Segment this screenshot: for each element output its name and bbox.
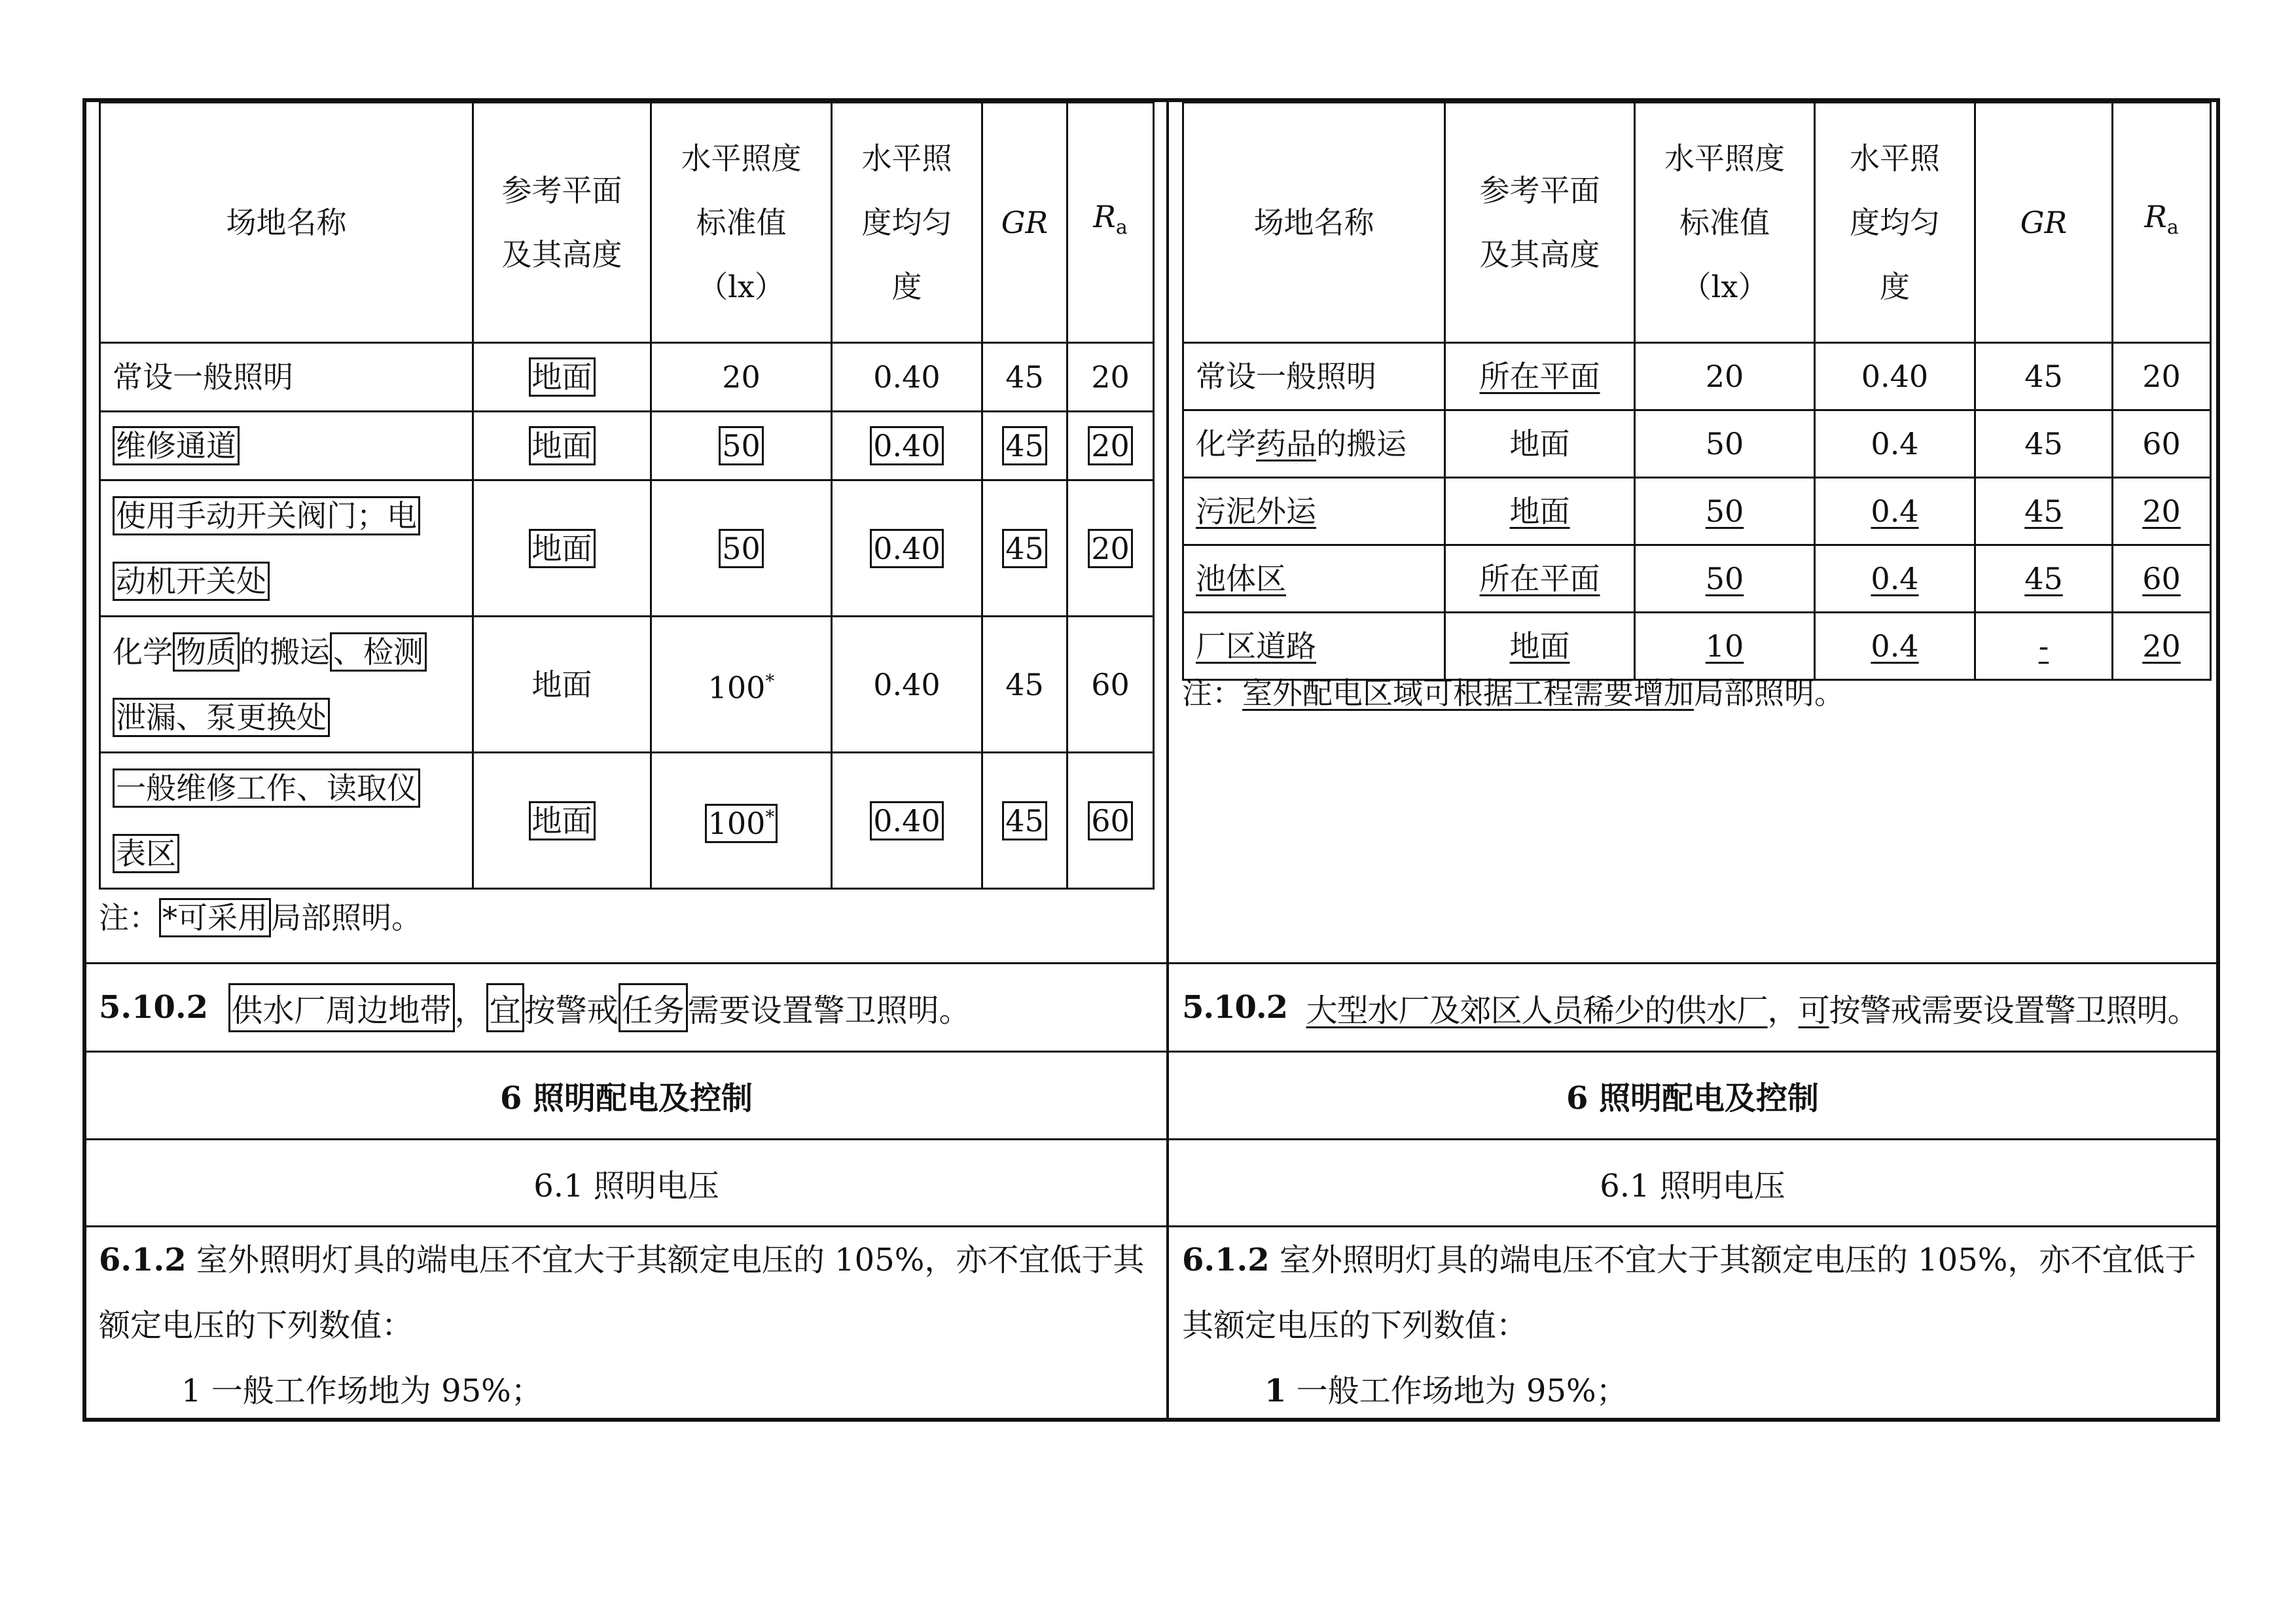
illuminance-value: 20 bbox=[651, 343, 832, 412]
section-6-title-right: 6 照明配电及控制 bbox=[1566, 1080, 1820, 1117]
table-row bbox=[100, 480, 1154, 617]
gr-value: 45 bbox=[982, 753, 1067, 889]
venue-name: 污泥外运 bbox=[1183, 478, 1445, 545]
illuminance-value: 100* bbox=[651, 753, 832, 889]
right-table-note: 注：室外配电区域可根据工程需要增加局部照明。 bbox=[1182, 676, 1844, 711]
table-row bbox=[1183, 545, 2211, 613]
header-ra: $R_a$ bbox=[2113, 103, 2211, 343]
table-row bbox=[100, 343, 1154, 412]
illuminance-value: 10 bbox=[1635, 613, 1815, 680]
uniformity-value: 0.40 bbox=[1815, 343, 1975, 410]
table-row bbox=[100, 617, 1154, 753]
uniformity-value: 0.4 bbox=[1815, 613, 1975, 680]
gr-value: - bbox=[1975, 613, 2113, 680]
left-table-note: 注： *可采用 局部照明。 bbox=[99, 894, 422, 937]
venue-name: 常设一般照明 bbox=[1183, 343, 1445, 410]
header-gr: GR bbox=[1975, 103, 2113, 343]
illuminance-value: 50 bbox=[651, 480, 832, 617]
gr-value: 45 bbox=[1975, 343, 2113, 410]
gr-value: 45 bbox=[1975, 545, 2113, 613]
header-reference-plane: 参考平面 及其高度 bbox=[473, 103, 651, 343]
reference-plane: 地面 bbox=[473, 412, 651, 480]
illuminance-value: 50 bbox=[1635, 410, 1815, 478]
illuminance-value: 50 bbox=[1635, 478, 1815, 545]
reference-plane: 所在平面 bbox=[1445, 343, 1635, 410]
section-6-1-title-left: 6.1 照明电压 bbox=[533, 1167, 719, 1204]
header-uniformity: 水平照 度均匀 度 bbox=[832, 103, 982, 343]
ra-value: 60 bbox=[1067, 617, 1154, 753]
venue-name: 使用手动开关阀门；电 动机开关处 bbox=[100, 480, 473, 617]
ra-value: 60 bbox=[1067, 753, 1154, 889]
clause-5-10-2-right: 5.10.2 大型水厂及郊区人员稀少的供水厂 ， 可 按警戒需要设置警卫照明。 bbox=[1182, 989, 2198, 1029]
venue-name: 维修通道 bbox=[100, 412, 473, 480]
ra-value: 60 bbox=[2113, 545, 2211, 613]
ra-value: 20 bbox=[1067, 480, 1154, 617]
table-row bbox=[1183, 343, 2211, 410]
header-gr: GR bbox=[982, 103, 1067, 343]
reference-plane: 地面 bbox=[473, 753, 651, 889]
table-row bbox=[1183, 478, 2211, 545]
ra-value: 20 bbox=[2113, 343, 2211, 410]
ra-value: 20 bbox=[1067, 343, 1154, 412]
table-header-row bbox=[1183, 103, 2211, 343]
left-illuminance-table bbox=[99, 101, 1155, 890]
clause-6-1-2-right: 6.1.2 室外照明灯具的端电压不宜大于其额定电压的 105%，亦不宜低于其额定电压的下列数值： 1 一般工作场地为 95%； bbox=[1182, 1242, 2197, 1409]
reference-plane: 地面 bbox=[1445, 613, 1635, 680]
uniformity-value: 0.40 bbox=[832, 753, 982, 889]
table-header-row bbox=[100, 103, 1154, 343]
table-row bbox=[100, 753, 1154, 889]
clause-5-10-2-left: 5.10.2 供水厂周边地带 ， 宜 按警戒 任务 需要设置警卫照明。 bbox=[99, 964, 1159, 1051]
gr-value: 45 bbox=[982, 343, 1067, 412]
ra-value: 60 bbox=[2113, 410, 2211, 478]
uniformity-value: 0.4 bbox=[1815, 410, 1975, 478]
gr-value: 45 bbox=[982, 412, 1067, 480]
header-reference-plane: 参考平面 及其高度 bbox=[1445, 103, 1635, 343]
header-illuminance: 水平照度 标准值 （lx） bbox=[1635, 103, 1815, 343]
illuminance-value: 20 bbox=[1635, 343, 1815, 410]
uniformity-value: 0.4 bbox=[1815, 545, 1975, 613]
illuminance-value: 100* bbox=[651, 617, 832, 753]
ra-value: 20 bbox=[1067, 412, 1154, 480]
venue-name: 厂区道路 bbox=[1183, 613, 1445, 680]
section-6-title-left: 6 照明配电及控制 bbox=[499, 1080, 753, 1117]
uniformity-value: 0.40 bbox=[832, 617, 982, 753]
header-illuminance: 水平照度 标准值 （lx） bbox=[651, 103, 832, 343]
illuminance-value: 50 bbox=[651, 412, 832, 480]
ra-value: 20 bbox=[2113, 613, 2211, 680]
header-venue: 场地名称 bbox=[1183, 103, 1445, 343]
section-6-1-title-right: 6.1 照明电压 bbox=[1600, 1167, 1785, 1204]
uniformity-value: 0.40 bbox=[832, 343, 982, 412]
reference-plane: 地面 bbox=[473, 343, 651, 412]
uniformity-value: 0.40 bbox=[832, 412, 982, 480]
ra-value: 20 bbox=[2113, 478, 2211, 545]
clause-6-1-2-left: 6.1.2 室外照明灯具的端电压不宜大于其额定电压的 105%，亦不宜低于其额定电压的下列数值： 1 一般工作场地为 95%； bbox=[99, 1242, 1145, 1409]
uniformity-value: 0.4 bbox=[1815, 478, 1975, 545]
gr-value: 45 bbox=[1975, 478, 2113, 545]
venue-name: 化学 物质 的搬运 、检测 泄漏、泵更换处 bbox=[100, 617, 473, 753]
gr-value: 45 bbox=[982, 617, 1067, 753]
venue-name: 常设一般照明 bbox=[100, 343, 473, 412]
reference-plane: 地面 bbox=[473, 480, 651, 617]
reference-plane: 地面 bbox=[1445, 410, 1635, 478]
uniformity-value: 0.40 bbox=[832, 480, 982, 617]
venue-name: 池体区 bbox=[1183, 545, 1445, 613]
table-row bbox=[1183, 410, 2211, 478]
reference-plane: 地面 bbox=[1445, 478, 1635, 545]
header-ra: $R_a$ bbox=[1067, 103, 1154, 343]
gr-value: 45 bbox=[1975, 410, 2113, 478]
illuminance-value: 50 bbox=[1635, 545, 1815, 613]
right-illuminance-table bbox=[1182, 101, 2212, 681]
table-row bbox=[100, 412, 1154, 480]
reference-plane: 所在平面 bbox=[1445, 545, 1635, 613]
header-uniformity: 水平照 度均匀 度 bbox=[1815, 103, 1975, 343]
header-venue: 场地名称 bbox=[100, 103, 473, 343]
venue-name: 化学药品的搬运 bbox=[1183, 410, 1445, 478]
venue-name: 一般维修工作、读取仪 表区 bbox=[100, 753, 473, 889]
gr-value: 45 bbox=[982, 480, 1067, 617]
reference-plane: 地面 bbox=[473, 617, 651, 753]
